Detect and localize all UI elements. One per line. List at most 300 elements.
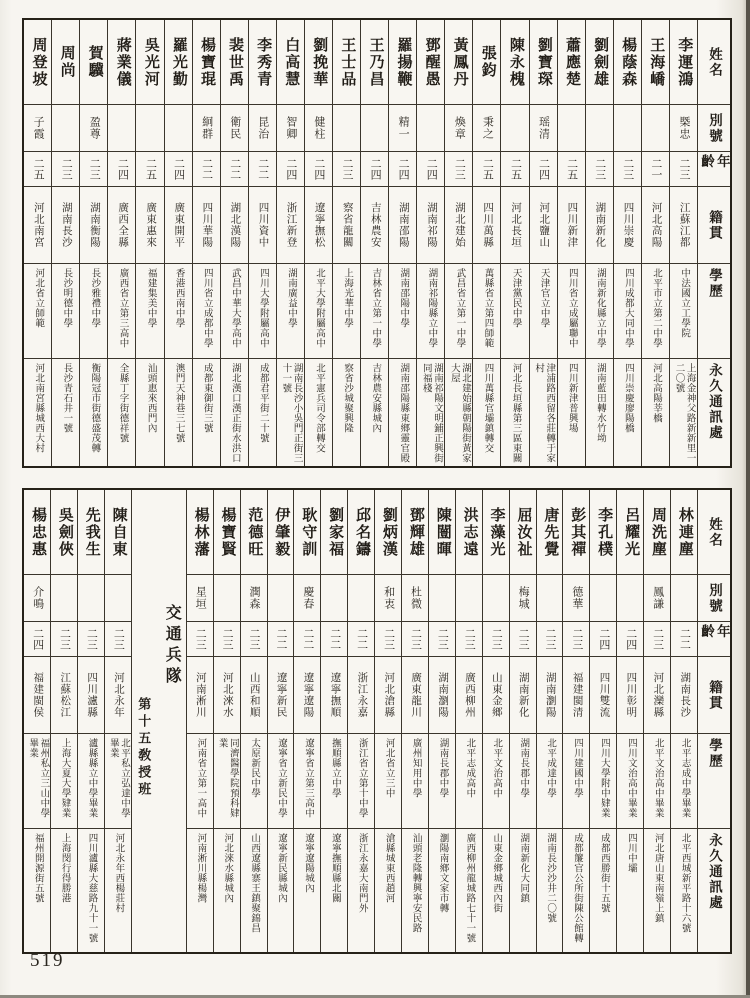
name-cell-text: 鄧醒愚 (423, 36, 440, 88)
alias-cell (417, 105, 444, 152)
name-cell-text: 伊肇毅 (273, 506, 290, 558)
person-column (529, 20, 557, 466)
row-label-cell (698, 829, 730, 952)
native-place-cell-text: 浙江新登 (285, 202, 297, 248)
native-place-cell (590, 657, 616, 734)
name-cell (24, 490, 50, 575)
age-cell (249, 152, 276, 187)
person-column (643, 490, 670, 952)
name-cell-text: 劉炳漢 (380, 506, 397, 558)
alias-cell-text: 槩忠 (677, 116, 690, 140)
age-cell-text: 二二 (301, 628, 314, 650)
person-column (416, 20, 444, 466)
education-cell (24, 264, 51, 359)
age-cell-text: 二三 (490, 628, 503, 650)
age-cell (333, 152, 360, 187)
education-cell (187, 734, 213, 829)
address-cell-text: 河南淅川縣楊灣 (195, 833, 206, 903)
alias-cell-text: 德華 (570, 586, 583, 610)
native-place-cell (586, 187, 613, 264)
person-column (276, 20, 304, 466)
age-cell-text: 二三 (409, 628, 422, 650)
age-cell-text: 二三 (544, 628, 556, 650)
native-place-cell-text: 河北高陽 (650, 202, 662, 248)
education-cell-text: 河北省立三中 (383, 738, 394, 798)
address-cell-text: 衡陽冠市街德盛茂轉 (89, 363, 100, 453)
address-cell-text: 澳門天神巷三七號 (173, 363, 184, 443)
name-cell-text: 張鈞 (479, 45, 496, 79)
address-cell-text: 四川中壩 (625, 833, 636, 873)
name-cell-text: 先我生 (83, 506, 100, 558)
education-cell-text: 湖南長郡中學 (518, 738, 529, 798)
name-cell-text: 楊林藩 (192, 506, 209, 558)
age-cell (221, 152, 248, 187)
address-cell-text: 上海金神父路新新里一二〇號 (673, 363, 695, 463)
name-cell (241, 490, 267, 575)
name-cell-text: 羅揚鞭 (395, 36, 412, 88)
native-place-cell (375, 657, 401, 734)
name-cell-text: 周洗塵 (649, 506, 666, 558)
address-cell-text: 廣西柳州龍城路七十一號 (464, 833, 475, 943)
age-cell (136, 152, 163, 187)
education-cell (277, 264, 304, 359)
name-cell-text: 裴世禹 (227, 36, 244, 88)
native-place-cell-text: 湖南祁陽 (425, 202, 437, 248)
name-cell (590, 490, 616, 575)
education-cell-text: 萬縣省立第四師範 (482, 268, 493, 348)
age-cell (670, 152, 697, 187)
row-label-column (697, 490, 730, 952)
name-cell (78, 490, 104, 575)
name-cell (537, 490, 563, 575)
age-cell (537, 622, 563, 657)
name-cell-text: 劉寶琛 (535, 36, 552, 88)
name-cell (105, 490, 131, 575)
age-cell-text: 二三 (621, 158, 634, 180)
education-cell (614, 264, 641, 359)
native-place-cell-text: 河北永年 (113, 672, 125, 718)
education-cell (670, 264, 697, 359)
name-cell-text: 彭其禪 (569, 506, 586, 558)
age-cell (402, 622, 428, 657)
native-place-cell (78, 657, 104, 734)
native-place-cell (241, 657, 267, 734)
education-cell-text: 長沙雅禮中學 (89, 268, 100, 328)
name-cell-text: 唐先覺 (542, 506, 559, 558)
address-cell-text: 河北淶水縣城內 (222, 833, 233, 903)
address-cell-text: 汕頭老隆轉興寧安民路 (410, 833, 421, 933)
alias-cell (530, 105, 557, 152)
row-label-cell (698, 20, 730, 105)
native-place-cell-text: 遼寧撫順 (329, 672, 341, 718)
age-cell-text: 二三 (382, 628, 395, 650)
native-place-cell (268, 657, 294, 734)
age-cell-text: 二三 (463, 628, 476, 650)
age-cell-text: 二一 (649, 158, 662, 180)
address-cell-text: 成都西勝街十五號 (598, 833, 609, 913)
age-cell-text: 二四 (597, 628, 610, 650)
name-cell (558, 20, 585, 105)
age-cell-text: 二二 (256, 158, 269, 180)
address-cell-text: 四川新津普興場 (566, 363, 577, 433)
education-cell-text: 廣州知用中學 (410, 738, 421, 798)
name-cell (501, 20, 528, 105)
native-place-cell-text: 河北灤縣 (652, 672, 664, 718)
name-cell-text: 李孔樸 (596, 506, 613, 558)
name-cell (456, 490, 482, 575)
row-label: 別號 (706, 582, 722, 614)
address-cell (24, 829, 50, 952)
native-place-cell-text: 福建閩清 (571, 672, 583, 718)
name-cell (361, 20, 388, 105)
alias-cell-text: 智卿 (284, 116, 297, 140)
native-place-cell-text: 河北長垣 (510, 202, 522, 248)
age-cell-text: 二四 (624, 628, 637, 650)
education-cell (165, 264, 192, 359)
age-cell-text: 二三 (85, 628, 98, 650)
native-place-cell-text: 四川新津 (566, 202, 578, 248)
education-cell (501, 264, 528, 359)
alias-cell (165, 105, 192, 152)
name-cell (221, 20, 248, 105)
name-cell (417, 20, 444, 105)
age-cell (590, 622, 616, 657)
person-column (320, 490, 347, 952)
education-cell (429, 734, 455, 829)
person-column (374, 490, 401, 952)
row-label-cell (698, 490, 730, 575)
native-place-cell (456, 657, 482, 734)
name-cell-text: 呂耀光 (623, 506, 640, 558)
alias-cell-text: 梅城 (517, 586, 530, 610)
alias-cell-text: 瑶清 (537, 116, 550, 140)
alias-cell-text: 精一 (397, 116, 410, 140)
name-cell-text: 王乃昌 (367, 36, 384, 88)
address-cell-text: 河北長垣縣第三區東關 (510, 363, 521, 463)
native-place-cell (389, 187, 416, 264)
native-place-cell (445, 187, 472, 264)
name-cell-text: 鄧輝雄 (407, 506, 424, 558)
row-label: 年齡 (699, 154, 730, 170)
native-place-cell-text: 河北南宮 (32, 202, 44, 248)
age-cell (501, 152, 528, 187)
native-place-cell-text: 湖南長沙 (679, 672, 691, 718)
row-label: 學歷 (706, 738, 722, 769)
age-cell (375, 622, 401, 657)
age-cell (445, 152, 472, 187)
name-cell-text: 耿守訓 (300, 506, 317, 558)
name-cell (671, 490, 697, 575)
address-cell (78, 829, 104, 952)
education-cell (617, 734, 643, 829)
education-cell (563, 734, 589, 829)
address-cell-text: 遼寧遼陽城內 (302, 833, 313, 893)
address-cell (80, 359, 107, 466)
age-cell (586, 152, 613, 187)
alias-cell-text: 和衷 (382, 586, 395, 610)
address-cell (670, 359, 697, 466)
native-place-cell-text: 遼寧新民 (275, 672, 287, 718)
native-place-cell (136, 187, 163, 264)
age-cell (105, 622, 131, 657)
name-cell-text: 李藻光 (488, 506, 505, 558)
age-cell (348, 622, 374, 657)
age-cell-text: 二四 (397, 158, 410, 180)
name-cell (375, 490, 401, 575)
address-cell (221, 359, 248, 466)
name-cell (402, 490, 428, 575)
person-column (192, 20, 220, 466)
age-cell-text: 二三 (248, 628, 261, 650)
native-place-cell-text: 江蘇江都 (678, 202, 690, 248)
address-cell-text: 遼寧新民縣城內 (276, 833, 287, 903)
age-cell (241, 622, 267, 657)
education-cell-text: 同濟醫學院預科肄業 (216, 738, 238, 818)
native-place-cell-text: 福建閩侯 (32, 672, 44, 718)
name-cell-text: 楊忠惠 (29, 506, 46, 558)
unit-section-label: 第十五敎授班 (136, 697, 152, 799)
education-cell-text: 天津官立中學 (538, 268, 549, 328)
name-cell-text: 蕭應楚 (563, 36, 580, 88)
address-cell-text: 遼寧撫順縣北關 (329, 833, 340, 903)
alias-cell-text: 秉之 (481, 116, 494, 140)
person-column (240, 490, 267, 952)
name-cell-text: 邱名鑄 (354, 506, 371, 558)
address-cell (277, 359, 304, 466)
row-label-cell (698, 105, 730, 152)
education-cell-text: 北平文治高中 (491, 738, 502, 798)
alias-cell-text: 杜微 (409, 586, 422, 610)
native-place-cell (277, 187, 304, 264)
address-cell (445, 359, 472, 466)
alias-cell (305, 105, 332, 152)
native-place-cell (24, 187, 51, 264)
native-place-cell-text: 湖南長沙 (60, 202, 72, 248)
alias-cell (501, 105, 528, 152)
address-cell (510, 829, 536, 952)
education-cell (642, 264, 669, 359)
name-cell-text: 陳永槐 (507, 36, 524, 88)
address-cell-text: 上海閔行得勝港 (59, 833, 70, 903)
person-column (536, 490, 563, 952)
alias-cell (221, 105, 248, 152)
alias-cell (241, 575, 267, 622)
age-cell (80, 152, 107, 187)
age-cell (429, 622, 455, 657)
education-cell (644, 734, 670, 829)
alias-cell (348, 575, 374, 622)
native-place-cell (510, 657, 536, 734)
name-cell-text: 吳劍俠 (56, 506, 73, 558)
name-cell (530, 20, 557, 105)
age-cell (24, 152, 51, 187)
address-cell-text: 河北唐山東南嶺上鎮 (652, 833, 663, 923)
education-cell (105, 734, 131, 829)
name-cell (249, 20, 276, 105)
directory-table-upper (22, 18, 732, 468)
row-label-cell (698, 152, 730, 187)
name-cell (563, 490, 589, 575)
address-cell (530, 359, 557, 466)
person-column (213, 490, 240, 952)
row-label: 姓名 (706, 516, 722, 548)
name-cell-text: 賀驥 (86, 45, 103, 79)
name-cell (614, 20, 641, 105)
native-place-cell (51, 657, 77, 734)
name-cell-text: 劉挽華 (311, 36, 328, 88)
name-cell (108, 20, 135, 105)
native-place-cell (294, 657, 320, 734)
name-cell (445, 20, 472, 105)
native-place-cell-text: 山西和順 (248, 672, 260, 718)
age-cell (193, 152, 220, 187)
education-cell (375, 734, 401, 829)
person-column (267, 490, 294, 952)
directory-table-lower (22, 488, 732, 954)
address-cell-text: 湖南藍田轉水竹坳 (594, 363, 605, 443)
person-column (360, 20, 388, 466)
age-cell-text: 二三 (112, 628, 125, 650)
age-cell (52, 152, 79, 187)
row-label: 永久通訊處 (706, 833, 722, 911)
alias-cell-text: 子霞 (32, 116, 45, 140)
person-column (135, 20, 163, 466)
address-cell (305, 359, 332, 466)
person-column (332, 20, 360, 466)
alias-cell (563, 575, 589, 622)
age-cell-text: 二三 (58, 628, 71, 650)
native-place-cell-text: 四川萬縣 (482, 202, 494, 248)
address-cell-text: 長沙青石井一號 (61, 363, 72, 433)
education-cell-text: 長沙明德中學 (61, 268, 72, 328)
name-cell-text: 陳自東 (110, 506, 127, 558)
native-place-cell-text: 河南淅川 (194, 672, 206, 718)
age-cell-text: 二二 (200, 158, 213, 180)
education-cell (361, 264, 388, 359)
row-label: 別號 (706, 112, 722, 144)
education-cell-text: 上海光華中學 (342, 268, 353, 328)
name-cell (429, 490, 455, 575)
education-cell-text: 北平市立第二中學 (650, 268, 661, 348)
address-cell (537, 829, 563, 952)
alias-cell (402, 575, 428, 622)
alias-cell (321, 575, 347, 622)
alias-cell-text: 盈尊 (88, 116, 101, 140)
person-column (482, 490, 509, 952)
education-cell-text: 武昌省立第一中學 (454, 268, 465, 348)
alias-cell-text: 絅群 (200, 116, 213, 140)
name-cell-text: 楊寶賢 (219, 506, 236, 558)
education-cell (24, 734, 50, 829)
name-cell-text: 劉劍雄 (592, 36, 609, 88)
age-cell-text: 二四 (116, 158, 129, 180)
education-cell (321, 734, 347, 829)
native-place-cell-text: 山東金鄉 (490, 672, 502, 718)
address-cell-text: 河北永年西楊莊村 (113, 833, 124, 913)
age-cell (214, 622, 240, 657)
education-cell (389, 264, 416, 359)
age-cell-text: 二三 (436, 628, 449, 650)
age-cell (321, 622, 347, 657)
address-cell (473, 359, 500, 466)
person-column (616, 490, 643, 952)
person-column (428, 490, 455, 952)
name-cell-text: 白高慧 (283, 36, 300, 88)
education-cell-text: 北平志成中學畢業 (679, 738, 690, 818)
native-place-cell-text: 湖南衡陽 (89, 202, 100, 248)
name-cell-text: 楊寶琨 (198, 36, 215, 88)
name-cell (24, 20, 51, 105)
age-cell-text: 二四 (425, 158, 438, 180)
age-cell-text: 二四 (369, 158, 382, 180)
row-label-column (697, 20, 730, 466)
address-cell (501, 359, 528, 466)
address-cell (389, 359, 416, 466)
native-place-cell-text: 四川瀘縣 (86, 672, 98, 718)
person-column (79, 20, 107, 466)
alias-cell (483, 575, 509, 622)
native-place-cell (193, 187, 220, 264)
age-cell-text: 二三 (453, 158, 466, 180)
native-place-cell (402, 657, 428, 734)
age-cell (294, 622, 320, 657)
age-cell-text: 二三 (221, 628, 234, 650)
education-cell (214, 734, 240, 829)
address-cell (375, 829, 401, 952)
alias-cell-text: 衛民 (228, 116, 241, 140)
alias-cell-text: 健柱 (312, 116, 325, 140)
native-place-cell-text: 廣西全縣 (117, 202, 129, 248)
person-column (444, 20, 472, 466)
name-cell (268, 490, 294, 575)
address-cell-text: 河北南宮縣城西大村 (33, 363, 44, 453)
age-cell (456, 622, 482, 657)
native-place-cell (644, 657, 670, 734)
address-cell (52, 359, 79, 466)
person-column (670, 490, 697, 952)
name-cell (193, 20, 220, 105)
age-cell-text: 二三 (88, 158, 101, 180)
education-cell-text: 撫順縣立中學 (329, 738, 340, 798)
row-label-cell (698, 575, 730, 622)
education-cell-text: 北平大學附屬高中 (314, 268, 325, 348)
name-cell (510, 490, 536, 575)
education-cell-text: 湖南廣益中學 (285, 268, 296, 328)
person-column (107, 20, 135, 466)
age-cell-text: 二四 (172, 158, 185, 180)
native-place-cell (187, 657, 213, 734)
person-column (613, 20, 641, 466)
address-cell (108, 359, 135, 466)
age-cell (671, 622, 697, 657)
address-cell-text: 成都君平街二十號 (257, 363, 268, 443)
alias-cell-text: 鳳謙 (651, 586, 664, 610)
person-column (472, 20, 500, 466)
alias-cell (193, 105, 220, 152)
education-cell (108, 264, 135, 359)
address-cell-text: 北平憲兵司令部轉交 (314, 363, 325, 453)
native-place-cell (483, 657, 509, 734)
alias-cell (389, 105, 416, 152)
address-cell-text: 津浦路西留各莊轉于家村 (533, 363, 555, 463)
education-cell (586, 264, 613, 359)
name-cell (80, 20, 107, 105)
native-place-cell (429, 657, 455, 734)
education-cell-text: 四川大學附屬高中 (257, 268, 268, 348)
alias-cell (510, 575, 536, 622)
education-cell-text: 四川文治高中畢業 (625, 738, 636, 818)
person-column (557, 20, 585, 466)
